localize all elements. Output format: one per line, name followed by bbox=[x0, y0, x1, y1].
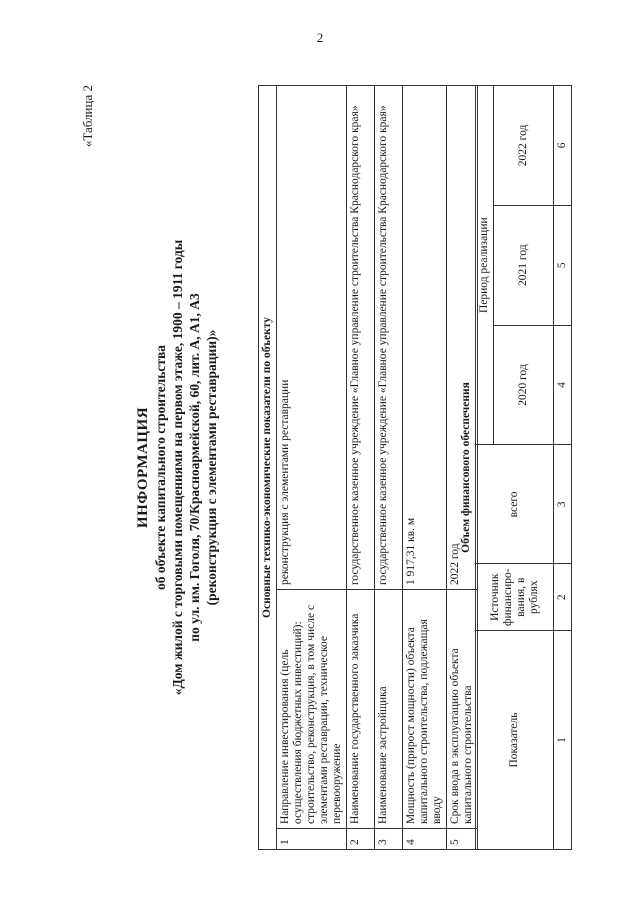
col-number: 1 bbox=[554, 631, 572, 850]
row-number: 4 bbox=[403, 829, 447, 850]
table-label: «Таблица 2 bbox=[80, 85, 95, 148]
row-number: 5 bbox=[447, 829, 478, 850]
row-value: 1 917,31 кв. м bbox=[403, 86, 447, 590]
table-row bbox=[347, 86, 375, 850]
row-label: Наименование застройщика bbox=[375, 590, 403, 829]
row-label: Направление инвестирования (цель осуществления бюджетных инвестиций): строительство, реконструкция, в том числе с элементами реставрации, техническое перевооружение bbox=[277, 590, 347, 829]
header-year-2020: 2020 год bbox=[494, 325, 554, 445]
col-number: 3 bbox=[554, 445, 572, 564]
table-row bbox=[277, 86, 347, 850]
row-label: Мощность (прирост мощности) объекта капитального строительства, подлежащая вводу bbox=[403, 590, 447, 829]
indicators-section-row bbox=[259, 86, 277, 850]
col-number: 6 bbox=[554, 86, 572, 206]
header-indicator: Показатель bbox=[476, 631, 554, 850]
title-line-4: по ул. им. Гоголя, 70/Красноармейской, 60, лит. А, А1, А3 bbox=[187, 293, 202, 642]
row-label: Наименование государственного заказчика bbox=[347, 590, 375, 829]
title-line-2: об объекте капитального строительства bbox=[153, 344, 168, 591]
document-title bbox=[135, 85, 220, 850]
row-value: государственное казенное учреждение «Главное управление строительства Краснодарского края» bbox=[375, 86, 403, 590]
row-number: 1 bbox=[277, 829, 347, 850]
finance-table bbox=[458, 85, 572, 850]
landscape-content bbox=[60, 85, 620, 850]
row-number: 3 bbox=[375, 829, 403, 850]
table-row bbox=[403, 86, 447, 850]
col-number: 4 bbox=[554, 325, 572, 445]
col-number: 2 bbox=[554, 564, 572, 631]
finance-section-header: Объем финансового обеспечения bbox=[458, 86, 476, 850]
header-period: Период реализации bbox=[476, 86, 494, 445]
title-line-3: «Дом жилой с торговыми помещениями на первом этаже, 1900 – 1911 годы bbox=[170, 239, 185, 696]
indicators-section-header: Основные технико-экономические показатели по объекту bbox=[259, 86, 277, 850]
table-row bbox=[375, 86, 403, 850]
finance-section-row bbox=[458, 86, 476, 850]
row-value: 2022 год bbox=[447, 86, 478, 590]
header-total: всего bbox=[476, 445, 554, 564]
title-line-1: ИНФОРМАЦИЯ bbox=[135, 406, 151, 529]
row-value: государственное казенное учреждение «Главное управление строительства Краснодарского края» bbox=[347, 86, 375, 590]
indicators-table bbox=[258, 85, 478, 850]
header-year-2022: 2022 год bbox=[494, 86, 554, 206]
row-label: Срок ввода в эксплуатацию объекта капитального строительства bbox=[447, 590, 478, 829]
header-year-2021: 2021 год bbox=[494, 205, 554, 325]
finance-header-row bbox=[476, 86, 494, 850]
finance-column-numbers-row bbox=[554, 86, 572, 850]
col-number: 5 bbox=[554, 205, 572, 325]
row-number: 2 bbox=[347, 829, 375, 850]
row-value: реконструкция с элементами реставрации bbox=[277, 86, 347, 590]
page-number: 2 bbox=[316, 30, 324, 45]
title-line-5: (реконструкция с элементами реставрации)» bbox=[204, 329, 219, 606]
header-source: Источник финансиро-вания, в рублях bbox=[476, 564, 554, 631]
